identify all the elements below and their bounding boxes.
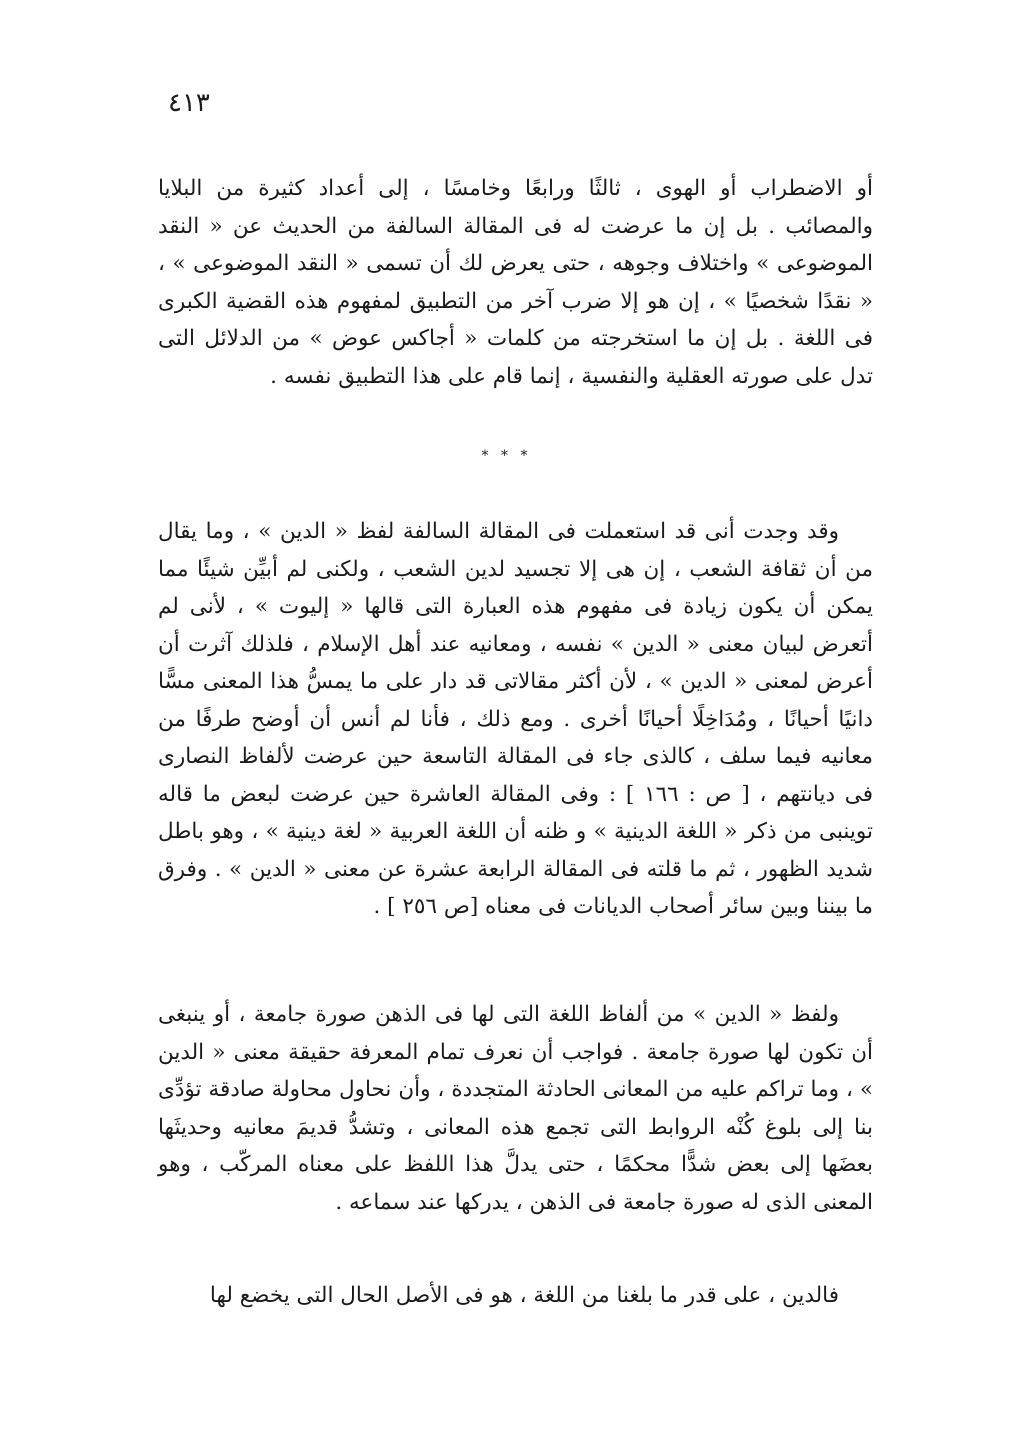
paragraph-3: ولفظ « الدين » من ألفاظ اللغة التى لها فى الذهن صورة جامعة ، أو ينبغى أن تكون لها صورة جامعة . فواجب أن نعرف تمام المعرفة حقيقة معنى « الدين » ، وما تراكم عليه من المعانى الحادثة المتجددة ، وأن نحاول محاولة صادقة تؤدِّى بنا إلى بلوغ كُنْه الروابط التى تجمع هذه المعانى ، وتشدُّ قديمَ معانيه وحديثَها بعضَها إلى بعض شدًّا محكمًا ، حتى يدلَّ هذا اللفظ على معناه المركّب ، وهو المعنى الذى له صورة جامعة فى الذهن ، يدركها عند سماعه . [158,1002,873,1215]
paragraph-1-container [158,170,873,395]
paragraph-1: أو الاضطراب أو الهوى ، ثالثًا ورابعًا وخامسًا ، إلى أعداد كثيرة من البلايا والمصائب . بل إن ما عرضت له فى المقالة السالفة من الحديث عن « النقد الموضوعى » واختلاف وجوهه ، حتى يعرض لك أن تسمى « النقد الموضوعى » ، « نقدًا شخصيًا » ، إن هو إلا ضرب آخر من التطبيق لمفهوم هذه القضية الكبرى فى اللغة . بل إن ما استخرجته من كلمات « أجاكس عوض » من الدلائل التى تدل على صورته العقلية والنفسية ، إنما قام على هذا التطبيق نفسه . [158,176,873,389]
paragraph-3-container [158,996,873,1221]
paragraph-2: وقد وجدت أنى قد استعملت فى المقالة السالفة لفظ « الدين » ، وما يقال من أن ثقافة الشعب ، إن هى إلا تجسيد لدين الشعب ، ولكنى لم أبيِّن شيئًا مما يمكن أن يكون زيادة فى مفهوم هذه العبارة التى قالها « إليوت » ، لأنى لم أتعرض لبيان معنى « الدين » نفسه ، ومعانيه عند أهل الإسلام ، فلذلك آثرت أن أعرض لمعنى « الدين » ، لأن أكثر مقالاتى قد دار على ما يمسُّ هذا المعنى مسًّا دانيًا أحيانًا ، ومُدَاخِلًا أحيانًا أخرى . ومع ذلك ، فأنا لم أنس أن أوضح طرفًا من معانيه فيما سلف ، كالذى جاء فى المقالة التاسعة حين عرضت لألفاظ النصارى فى ديانتهم ، [ ص : ١٦٦ ] : وفى المقالة العاشرة حين عرضت لبعض ما قاله توينبى من ذكر « اللغة الدينية » و ظنه أن اللغة العربية « لغة دينية » ، وهو باطل شديد الظهور ، ثم ما قلته فى المقالة الرابعة عشرة عن معنى « الدين » . وفرق ما بيننا وبين سائر أصحاب الديانات فى معناه [ص ٢٥٦ ] . [158,519,873,919]
paragraph-2-container [158,513,873,926]
section-separator: * * * [481,448,532,464]
paragraph-4: فالدين ، على قدر ما بلغنا من اللغة ، هو فى الأصل الحال التى يخضع لها [209,1283,839,1308]
page-number: ٤١٣ [168,88,210,118]
paragraph-4-container [158,1277,873,1315]
